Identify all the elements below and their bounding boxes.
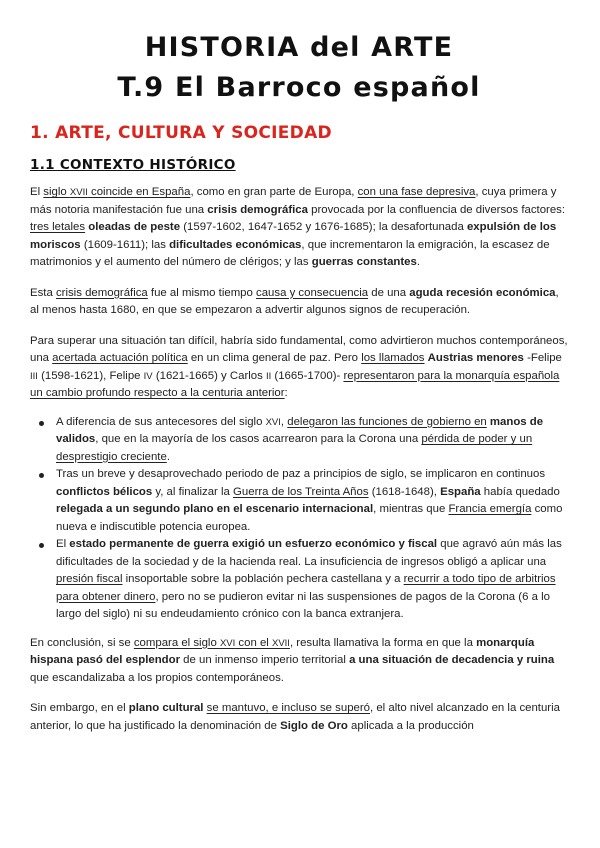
bold-text: expulsión de los moriscos xyxy=(30,221,557,251)
bold-text: dificultades económicas xyxy=(169,238,302,251)
subsection-heading: 1.1 CONTEXTO HISTÓRICO xyxy=(30,157,236,173)
section-heading: 1. ARTE, CULTURA Y SOCIEDAD xyxy=(30,123,332,143)
underlined-text: los llamados xyxy=(361,352,425,364)
underlined-text: tres letales xyxy=(30,221,86,233)
list-item: El estado permanente de guerra exigió un esfuerzo económico y fiscal que agravó aún más las dificultades de la sociedad y de la hacienda real. La insuficiencia de ingresos obligó a aplicar una presión fiscal insoportable sobre la población pechera castellana y a recurrir a todo tipo de arbitrios para obtener dinero, pero no se pudieron evitar ni las suspensiones de pagos de la Corona (6 a lo largo del siglo) ni su endeudamiento crónico con la banca extranjera. xyxy=(56,536,568,624)
paragraph-5: Sin embargo, en el plano cultural se mantuvo, e incluso se superó, el alto nivel alcanzado en la centuria anterior, lo que ha justificado la denominación de Siglo de Oro aplicada a la producción xyxy=(30,702,560,732)
bold-text: Austrias menores xyxy=(427,352,524,364)
bold-text: manos de validos xyxy=(56,415,544,445)
bold-text: aguda recesión económica xyxy=(409,286,556,299)
title-line-topic: T.9 El Barroco español xyxy=(117,72,481,103)
underlined-text: crisis demográfica xyxy=(55,286,148,299)
bold-text: monarquía hispana pasó del esplendor xyxy=(30,636,535,666)
paragraph-1: El siglo XVII coincide en España, como en gran parte de Europa, con una fase depresiva, cuya primera y más notoria manifestación fue una crisis demográfica provocada por la confluencia de diversos factores: tres letales oleadas de peste (1597-1602, 1647-1652 y 1676-1685); la desafortunada expulsión de los moriscos (1609-1611); las dificultades económicas, que incrementaron la emigración, la escasez de matrimonios y el aumento del número de clérigos; y las guerras constantes. xyxy=(30,186,566,268)
underlined-text: presión fiscal xyxy=(56,573,123,585)
paragraph-4: En conclusión, si se compara el siglo XVI con el XVII, resulta llamativa la forma en que la monarquía hispana pasó del esplendor de un inmenso imperio territorial a una situación de decadencia y ruina que escandalizaba a los propios contemporáneos. xyxy=(30,636,555,684)
bold-text: guerras constantes xyxy=(311,256,417,268)
bold-text: crisis demográfica xyxy=(207,203,308,216)
bold-text: conflictos bélicos xyxy=(56,485,153,498)
underlined-text: causa y consecuencia xyxy=(256,286,369,299)
underlined-text: Guerra de los Treinta Años xyxy=(233,485,369,498)
underlined-text: acertada actuación política xyxy=(52,352,188,364)
bullet-list xyxy=(30,414,568,624)
underlined-text: pérdida de poder y un desprestigio creciente xyxy=(56,433,533,463)
bold-text: estado permanente de guerra exigió un esfuerzo económico y fiscal xyxy=(69,538,438,550)
bold-text: relegada a un segundo plano en el escenario internacional xyxy=(56,503,374,515)
document-title xyxy=(30,0,568,108)
bold-text: a una situación de decadencia y ruina xyxy=(349,654,555,666)
bold-text: España xyxy=(440,485,481,498)
underlined-text: delegaron las funciones de gobierno en xyxy=(287,415,487,428)
bold-text: oleadas de peste xyxy=(88,221,181,233)
bold-text: plano cultural xyxy=(128,702,204,714)
underlined-text: compara el siglo XVI con el XVII xyxy=(133,636,290,649)
underlined-text: representaron para la monarquía española un cambio profundo respecto a la centuria anterior xyxy=(30,369,560,399)
list-item: A diferencia de sus antecesores del siglo XVI, delegaron las funciones de gobierno en manos de validos, que en la mayoría de los casos acarrearon para la Corona una pérdida de poder y un desprestigio creciente. xyxy=(56,414,568,467)
underlined-text: se mantuvo, e incluso se superó xyxy=(206,702,370,714)
underlined-text: siglo XVII coincide en España xyxy=(43,186,191,198)
list-item: Tras un breve y desaprovechado periodo de paz a principios de siglo, se implicaron en continuos conflictos bélicos y, al finalizar la Guerra de los Treinta Años (1618-1648), España había quedado relegada a un segundo plano en el escenario internacional, mientras que Francia emergía como nueva e indiscutible potencia europea. xyxy=(56,466,568,536)
paragraph-2: Esta crisis demográfica fue al mismo tiempo causa y consecuencia de una aguda recesión económica, al menos hasta 1680, en que se empezaron a advertir algunos signos de recuperación. xyxy=(30,286,559,316)
underlined-text: recurrir a todo tipo de arbitrios para obtener dinero xyxy=(56,573,556,603)
bold-text: Siglo de Oro xyxy=(280,719,348,732)
paragraph-3: Para superar una situación tan difícil, habría sido fundamental, como advirtieron muchos contemporáneos, una acertada actuación política en un clima general de paz. Pero los llamados Austrias menores -Felipe III (1598-1621), Felipe IV (1621-1665) y Carlos II (1665-1700)- representaron para la monarquía española un cambio profundo respecto a la centuria anterior: xyxy=(30,334,568,399)
title-line-subject: HISTORIA del ARTE xyxy=(144,32,454,63)
underlined-text: Francia emergía xyxy=(448,503,532,515)
underlined-text: con una fase depresiva xyxy=(357,186,476,198)
